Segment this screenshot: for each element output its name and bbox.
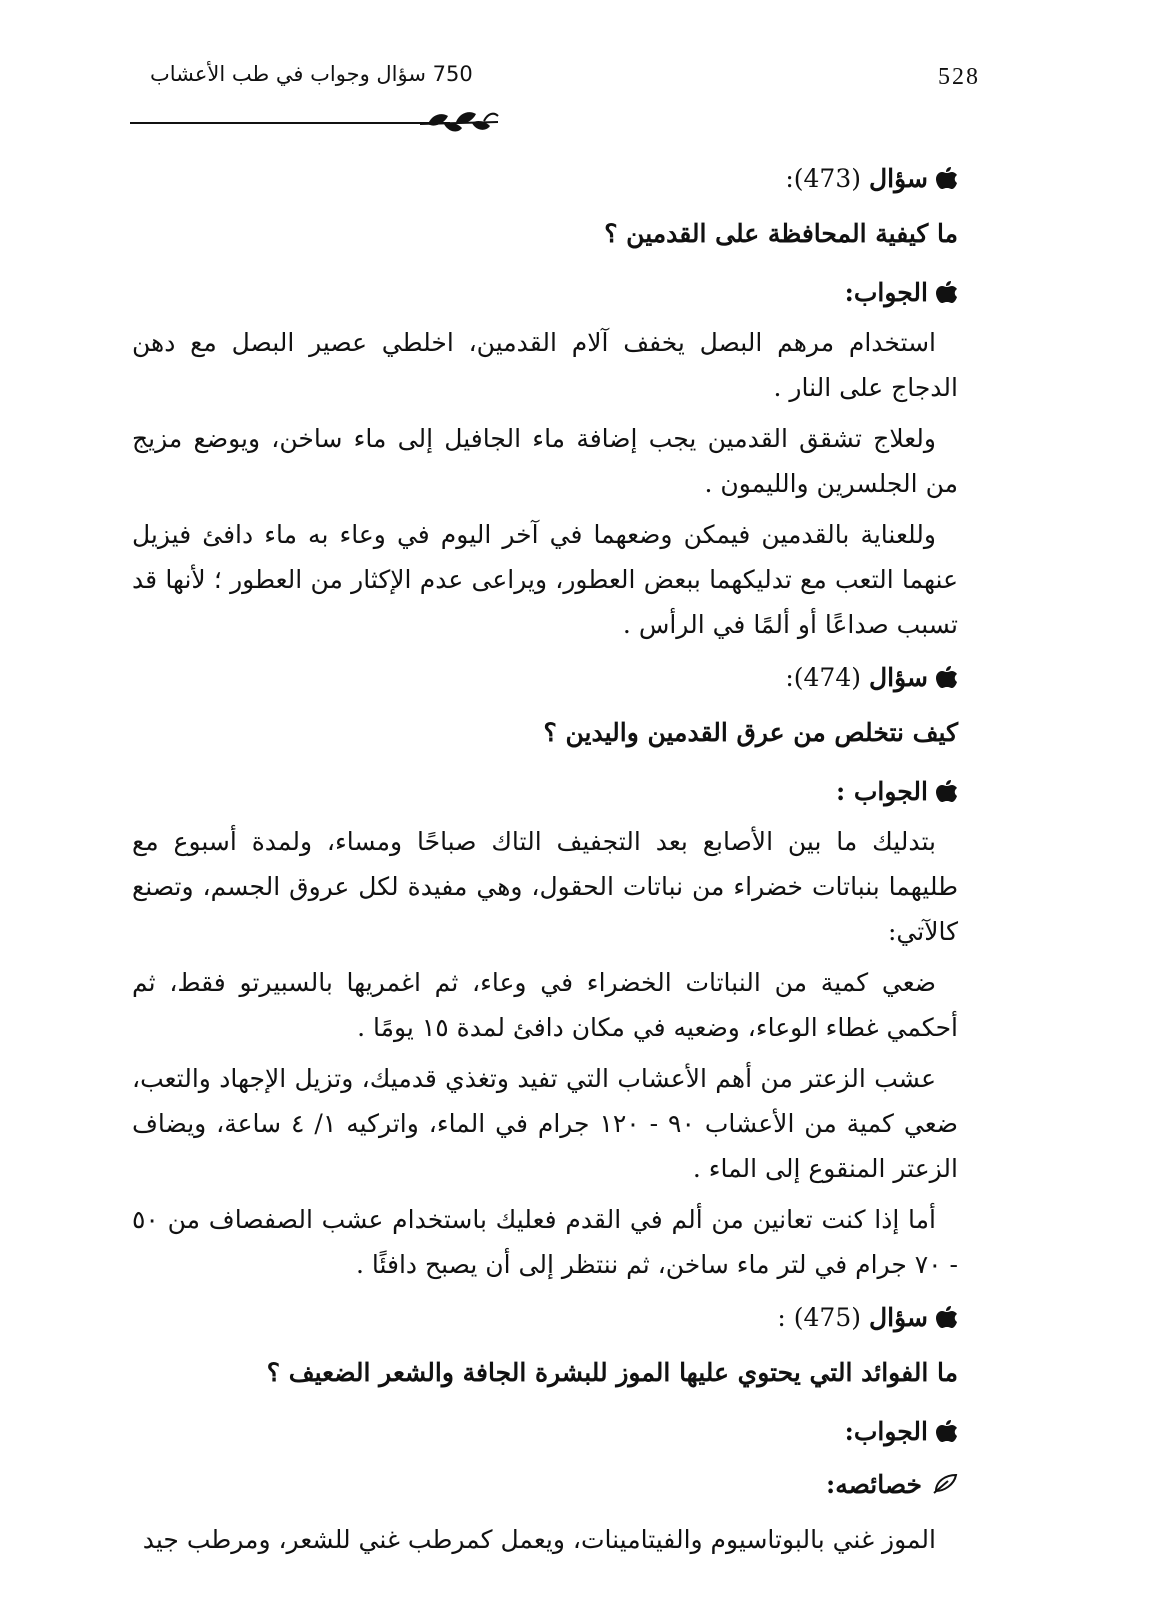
- answer-paragraph: بتدليك ما بين الأصابع بعد التجفيف التاك صباحًا ومساء، ولمدة أسبوع مع طليهما بنباتات خضراء من نباتات الحقول، وهي مفيدة لكل عروق الجسم، وتصنع كالآتي:: [132, 827, 958, 946]
- question-number: (475) :: [777, 1302, 862, 1332]
- running-title: 750 سؤال وجواب في طب الأعشاب: [150, 62, 473, 86]
- answer-paragraph: استخدام مرهم البصل يخفف آلام القدمين، اخلطي عصير البصل مع دهن الدجاج على النار .: [132, 328, 958, 402]
- apple-icon: [936, 665, 958, 689]
- question-label: سؤال: [869, 662, 928, 692]
- answer-paragraph: عشب الزعتر من أهم الأعشاب التي تفيد وتغذي قدميك، وتزيل الإجهاد والتعب، ضعي كمية من الأعشاب ٩٠ - ١٢٠ جرام في الماء، واتركيه ١/ ٤ ساعة، ويضاف الزعتر المنقوع إلى الماء .: [132, 1064, 959, 1183]
- answer-paragraph: وللعناية بالقدمين فيمكن وضعهما في آخر اليوم في وعاء به ماء دافئ فيزيل عنهما التعب مع تدليكهما ببعض العطور، ويراعى عدم الإكثار من العطور ؛ لأنها قد تسبب صداعًا أو ألمًا في الرأس .: [132, 520, 958, 639]
- apple-icon: [936, 779, 958, 803]
- page-content: [132, 150, 958, 1568]
- apple-icon: [936, 1305, 958, 1329]
- apple-icon: [936, 1419, 958, 1443]
- question-label: سؤال: [869, 1302, 928, 1332]
- question-heading: [132, 653, 958, 701]
- properties-label: خصائصه:: [825, 1469, 922, 1499]
- apple-icon: [936, 280, 958, 304]
- answer-label: الجواب :: [835, 776, 928, 806]
- leaf-icon: [932, 1473, 958, 1495]
- question-number: (474):: [785, 662, 862, 692]
- answer-label: الجواب:: [844, 1416, 928, 1446]
- answer-heading: [132, 1407, 958, 1455]
- answer-heading: [132, 268, 958, 316]
- question-heading: [132, 1293, 958, 1341]
- answer-paragraph: ولعلاج تشقق القدمين يجب إضافة ماء الجافيل إلى ماء ساخن، ويوضع مزيج من الجلسرين والليمون .: [132, 424, 958, 498]
- header-rule: [130, 122, 450, 124]
- apple-icon: [936, 166, 958, 190]
- page-number: 528: [938, 64, 980, 90]
- question-number: (473):: [785, 163, 862, 193]
- answer-paragraph: ضعي كمية من النباتات الخضراء في وعاء، ثم اغمريها بالسبيرتو فقط، ثم أحكمي غطاء الوعاء، وضعيه في مكان دافئ لمدة ١٥ يومًا .: [132, 968, 958, 1042]
- answer-heading: [132, 767, 958, 815]
- leaf-ornament-icon: [418, 104, 500, 138]
- question-text: ما كيفية المحافظة على القدمين ؟: [604, 219, 958, 248]
- question-label: سؤال: [869, 163, 928, 193]
- answer-paragraph: الموز غني بالبوتاسيوم والفيتامينات، ويعمل كمرطب غني للشعر، ومرطب جيد: [142, 1525, 936, 1554]
- question-text: كيف نتخلص من عرق القدمين واليدين ؟: [543, 718, 958, 747]
- answer-paragraph: أما إذا كنت تعانين من ألم في القدم فعليك باستخدام عشب الصفصاف من ٥٠ - ٧٠ جرام في لتر ماء ساخن، ثم ننتظر إلى أن يصبح دافئًا .: [132, 1205, 958, 1279]
- question-heading: [132, 154, 958, 202]
- answer-label: الجواب:: [844, 277, 928, 307]
- properties-heading: [132, 1459, 958, 1509]
- question-text: ما الفوائد التي يحتوي عليها الموز للبشرة الجافة والشعر الضعيف ؟: [266, 1358, 958, 1387]
